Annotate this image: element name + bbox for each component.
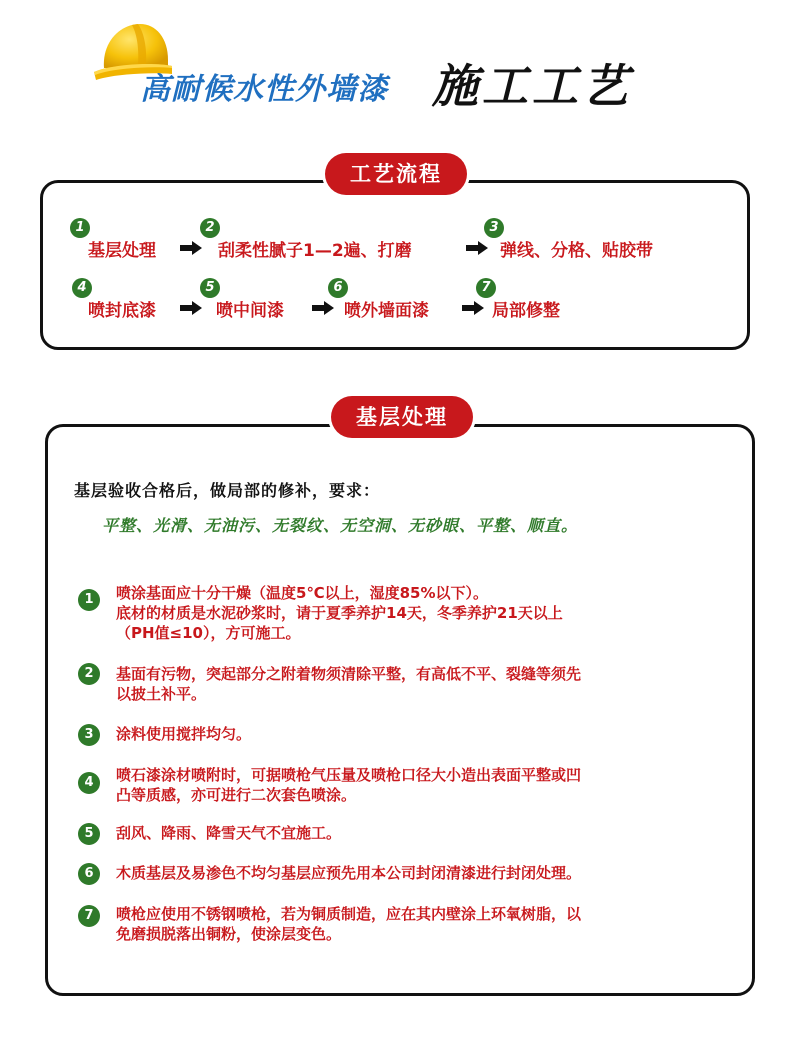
note-number: 2 (78, 663, 100, 685)
note-number: 5 (78, 823, 100, 845)
process-section-label: 工艺流程 (325, 153, 467, 195)
note-text: 木质基层及易渗色不均匀基层应预先用本公司封闭清漆进行封闭处理。 (116, 864, 582, 882)
page-title-part-1: 高耐候水性外墙漆 (140, 72, 388, 107)
step-label: 喷外墙面漆 (344, 301, 429, 321)
note-text: 基面有污物，突起部分之附着物须清除平整，有高低不平、裂缝等须先 以披土补平。 (116, 665, 582, 703)
note-text: 喷石漆涂材喷附时，可据喷枪气压量及喷枪口径大小造出表面平整或凹 凸等质感，亦可进行二次套色喷涂。 (116, 766, 582, 804)
step-label: 基层处理 (88, 241, 156, 261)
base-requirements-text: 平整、光滑、无油污、无裂纹、无空洞、无砂眼、平整、顺直。 (102, 516, 579, 535)
arrow-right-icon (180, 241, 202, 255)
note-text: 喷涂基面应十分干燥（温度5℃以上，湿度85%以下）。 底材的材质是水泥砂浆时，请于夏季养护14天，冬季养护21天以上 （PH值≤10），方可施工。 (116, 584, 563, 642)
note-text: 涂料使用搅拌均匀。 (116, 725, 252, 743)
step-label: 弹线、分格、贴胶带 (500, 241, 653, 261)
note-number: 4 (78, 772, 100, 794)
base-intro-text: 基层验收合格后，做局部的修补，要求： (74, 481, 381, 500)
note-number: 7 (78, 905, 100, 927)
step-label: 刮柔性腻子1—2遍、打磨 (218, 241, 412, 261)
step-number: 6 (328, 278, 348, 298)
arrow-right-icon (462, 301, 484, 315)
note-number: 1 (78, 589, 100, 611)
note-text: 刮风、降雨、降雪天气不宜施工。 (116, 824, 342, 842)
step-number: 4 (72, 278, 92, 298)
base-section-label: 基层处理 (331, 396, 473, 438)
note-number: 3 (78, 724, 100, 746)
note-number: 6 (78, 863, 100, 885)
arrow-right-icon (312, 301, 334, 315)
arrow-right-icon (466, 241, 488, 255)
step-label: 喷封底漆 (88, 301, 156, 321)
step-number: 1 (70, 218, 90, 238)
note-text: 喷枪应使用不锈钢喷枪，若为铜质制造，应在其内壁涂上环氧树脂，以 免磨损脱落出铜粉，使涂层变色。 (116, 905, 582, 943)
arrow-right-icon (180, 301, 202, 315)
page-title-part-2: 施工工艺 (432, 59, 632, 113)
step-number: 7 (476, 278, 496, 298)
process-panel (40, 180, 750, 350)
step-label: 喷中间漆 (216, 301, 284, 321)
step-number: 5 (200, 278, 220, 298)
step-number: 2 (200, 218, 220, 238)
step-number: 3 (484, 218, 504, 238)
step-label: 局部修整 (492, 301, 560, 321)
